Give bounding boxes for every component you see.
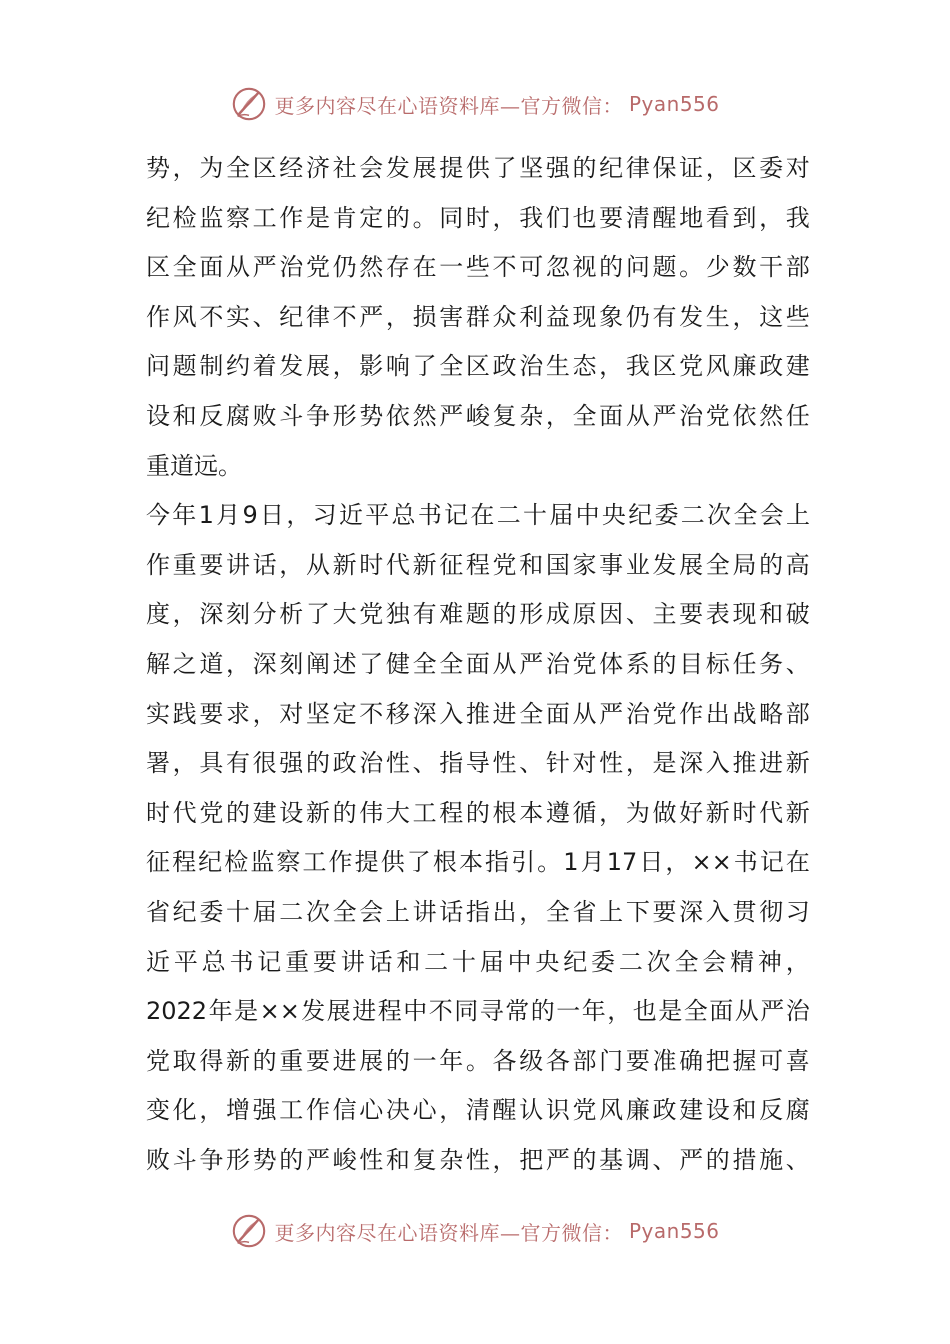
quill-logo-icon: [230, 85, 268, 123]
text-line: 近 平 总 书 记 重 要 讲 话 和 二 十 届 中 央 纪 委 二 次 全 会 精 神 ，: [146, 947, 810, 976]
text-line: 败 斗 争 形 势 的 严 峻 性 和 复 杂 性 ， 把 严 的 基 调 、 严 的 措 施 、: [146, 1145, 810, 1174]
watermark-text: 更多内容尽在心语资料库—官方微信：: [274, 1220, 623, 1245]
text-line: 纪 检 监 察 工 作 是 肯 定 的 。 同 时 ， 我 们 也 要 清 醒 地 看 到 ， 我: [146, 203, 810, 232]
text-line: 署 ， 具 有 很 强 的 政 治 性 、 指 导 性 、 针 对 性 ， 是 深 入 推 进 新: [146, 749, 810, 778]
text-line: 区 全 面 从 严 治 党 仍 然 存 在 一 些 不 可 忽 视 的 问 题 。 少 数 干 部: [146, 253, 810, 282]
text-line: 今 年 1 月 9 日 ， 习 近 平 总 书 记 在 二 十 届 中 央 纪 委 二 次 全 会 上: [146, 501, 810, 530]
text-line: 作 风 不 实 、 纪 律 不 严 ， 损 害 群 众 利 益 现 象 仍 有 发 生 ， 这 些: [146, 302, 810, 331]
text-line: 省 纪 委 十 届 二 次 全 会 上 讲 话 指 出 ， 全 省 上 下 要 深 入 贯 彻 习: [146, 897, 810, 926]
footer-watermark: [0, 1209, 950, 1253]
quill-logo-icon: [230, 1212, 268, 1250]
wechat-id: Pyan556: [628, 1219, 720, 1243]
text-line: 作 重 要 讲 话 ， 从 新 时 代 新 征 程 党 和 国 家 事 业 发 展 全 局 的 高: [146, 550, 810, 579]
text-line: 解 之 道 ， 深 刻 阐 述 了 健 全 全 面 从 严 治 党 体 系 的 目 标 任 务 、: [146, 649, 810, 678]
text-line: 设 和 反 腐 败 斗 争 形 势 依 然 严 峻 复 杂 ， 全 面 从 严 治 党 依 然 任: [146, 401, 810, 430]
text-line: 2022 年 是 ×× 发 展 进 程 中 不 同 寻 常 的 一 年 ， 也 是 全 面 从 严 治: [146, 997, 810, 1026]
text-line: 度 ， 深 刻 分 析 了 大 党 独 有 难 题 的 形 成 原 因 、 主 要 表 现 和 破: [146, 600, 810, 629]
wechat-id: Pyan556: [628, 92, 720, 116]
document-body: [146, 144, 810, 1185]
text-line: 党 取 得 新 的 重 要 进 展 的 一 年 。 各 级 各 部 门 要 准 确 把 握 可 喜: [146, 1046, 810, 1075]
text-line: 重道远。: [146, 451, 242, 480]
text-line: 实 践 要 求 ， 对 坚 定 不 移 深 入 推 进 全 面 从 严 治 党 作 出 战 略 部: [146, 699, 810, 728]
text-line: 势 ， 为 全 区 经 济 社 会 发 展 提 供 了 坚 强 的 纪 律 保 证 ， 区 委 对: [146, 154, 810, 182]
text-line: 时 代 党 的 建 设 新 的 伟 大 工 程 的 根 本 遵 循 ， 为 做 好 新 时 代 新: [146, 798, 810, 827]
header-watermark: [0, 82, 950, 126]
watermark-text: 更多内容尽在心语资料库—官方微信：: [274, 93, 623, 118]
text-line: 征 程 纪 检 监 察 工 作 提 供 了 根 本 指 引 。 1 月 17 日 ， ×× 书 记 在: [146, 848, 810, 877]
text-line: 变 化 ， 增 强 工 作 信 心 决 心 ， 清 醒 认 识 党 风 廉 政 建 设 和 反 腐: [146, 1096, 810, 1125]
text-line: 问 题 制 约 着 发 展 ， 影 响 了 全 区 政 治 生 态 ， 我 区 党 风 廉 政 建: [146, 352, 810, 381]
